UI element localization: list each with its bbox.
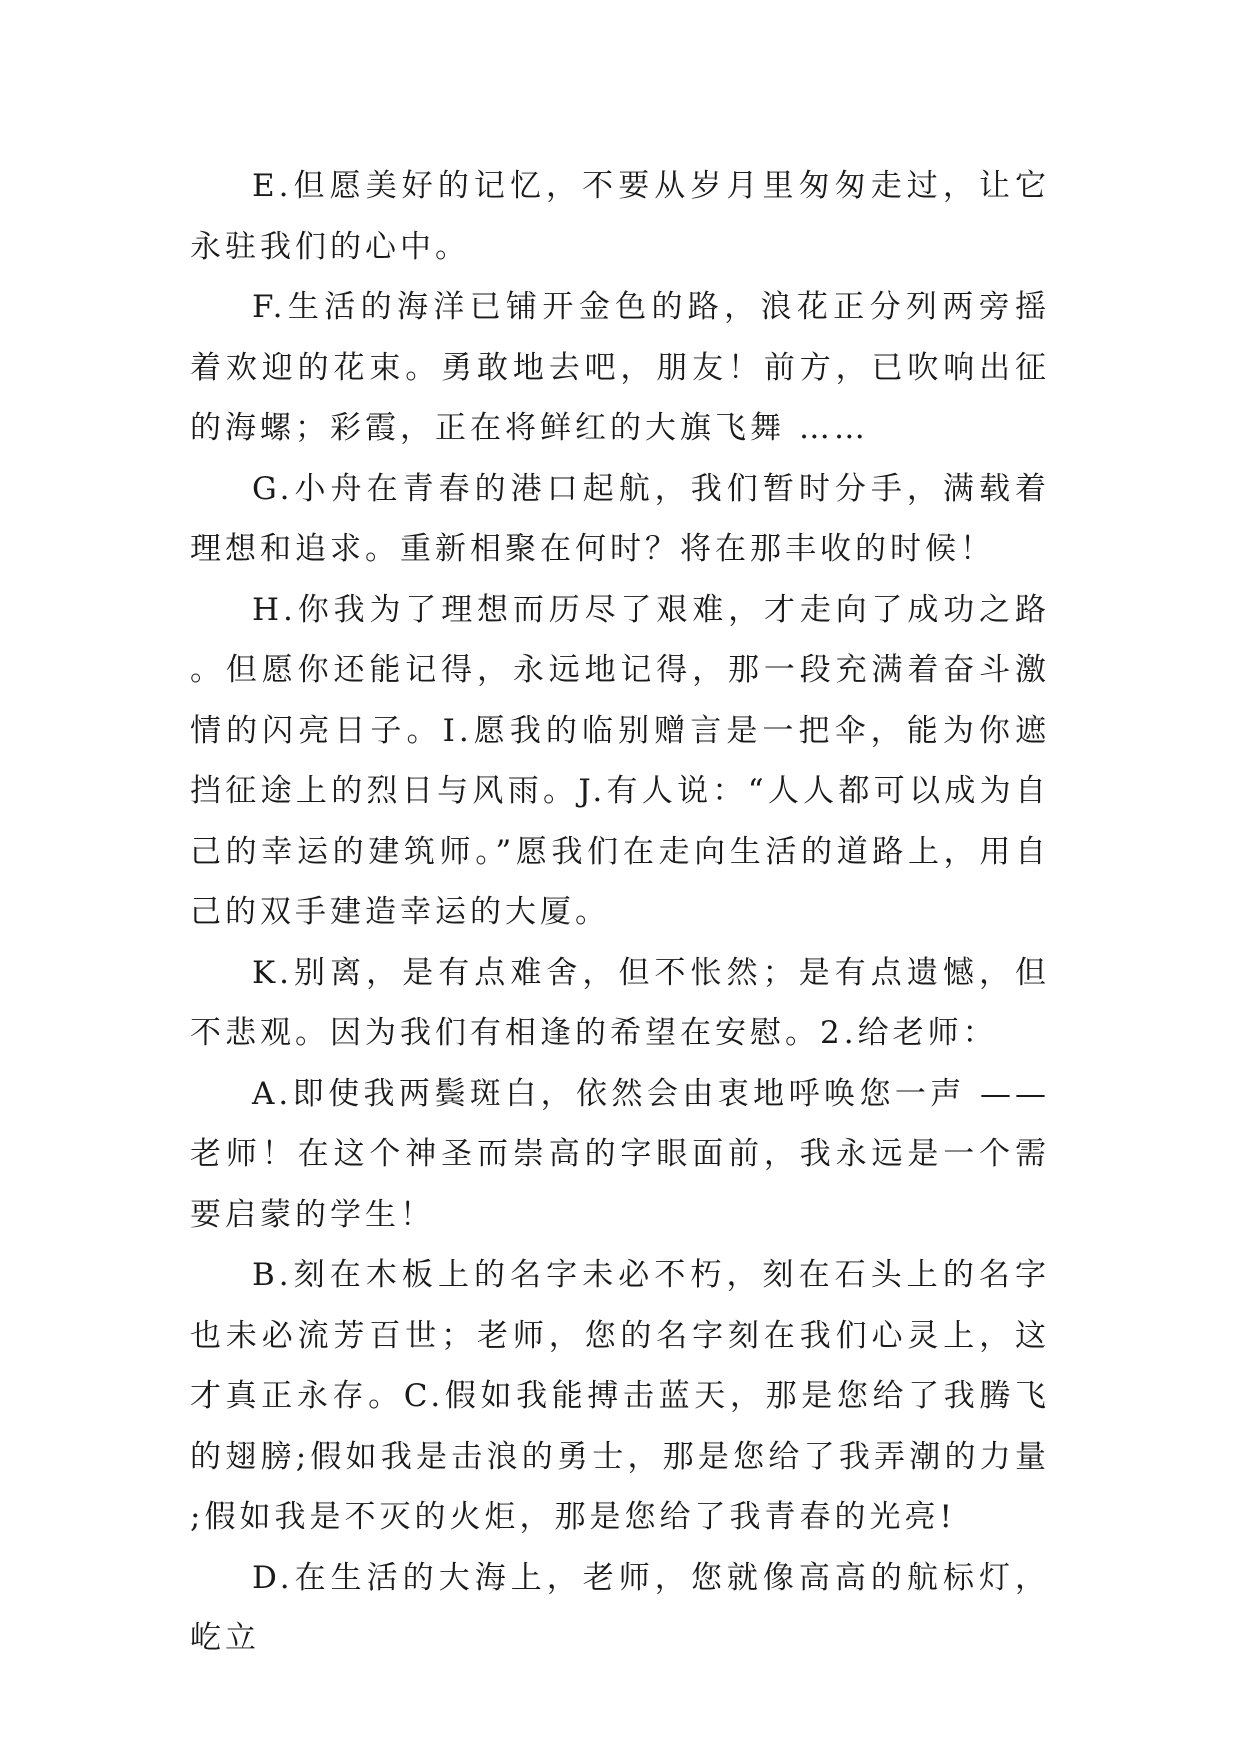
document-body: [190, 156, 1050, 1669]
paragraph-g: G.小舟在青春的港口起航，我们暂时分手，满载着理想和追求。重新相聚在何时？将在那丰收的时候！: [190, 470, 1050, 567]
paragraph-teacher-a: A.即使我两鬓斑白，依然会由衷地呼唤您一声 —— 老师！在这个神圣而崇高的字眼面前，我永远是一个需要启蒙的学生！: [190, 1075, 1050, 1233]
paragraph-k: K.别离，是有点难舍，但不怅然；是有点遗憾，但不悲观。因为我们有相逢的希望在安慰。2.给老师：: [190, 954, 1050, 1051]
paragraph-teacher-d: D.在生活的大海上，老师，您就像高高的航标灯，屹立: [190, 1559, 1050, 1656]
paragraph-h-i-j: H.你我为了理想而历尽了艰难，才走向了成功之路。但愿你还能记得，永远地记得，那一段充满着奋斗激情的闪亮日子。I.愿我的临别赠言是一把伞，能为你遮挡征途上的烈日与风雨。J.有人说：“人人都可以成为自己的幸运的建筑师。”愿我们在走向生活的道路上，用自己的双手建造幸运的大厦。: [190, 591, 1050, 930]
paragraph-f: F.生活的海洋已铺开金色的路，浪花正分列两旁摇着欢迎的花束。勇敢地去吧，朋友！前方，已吹响出征的海螺；彩霞，正在将鲜红的大旗飞舞 ……: [190, 289, 1050, 446]
paragraph-teacher-b-c: B.刻在木板上的名字未必不朽，刻在石头上的名字也未必流芳百世；老师，您的名字刻在我们心灵上，这才真正永存。C.假如我能搏击蓝天，那是您给了我腾飞的翅膀;假如我是击浪的勇士，那是您给了我弄潮的力量;假如我是不灭的火炬，那是您给了我青春的光亮!: [190, 1257, 1050, 1535]
paragraph-e: E.但愿美好的记忆，不要从岁月里匆匆走过，让它永驻我们的心中。: [190, 168, 1050, 265]
